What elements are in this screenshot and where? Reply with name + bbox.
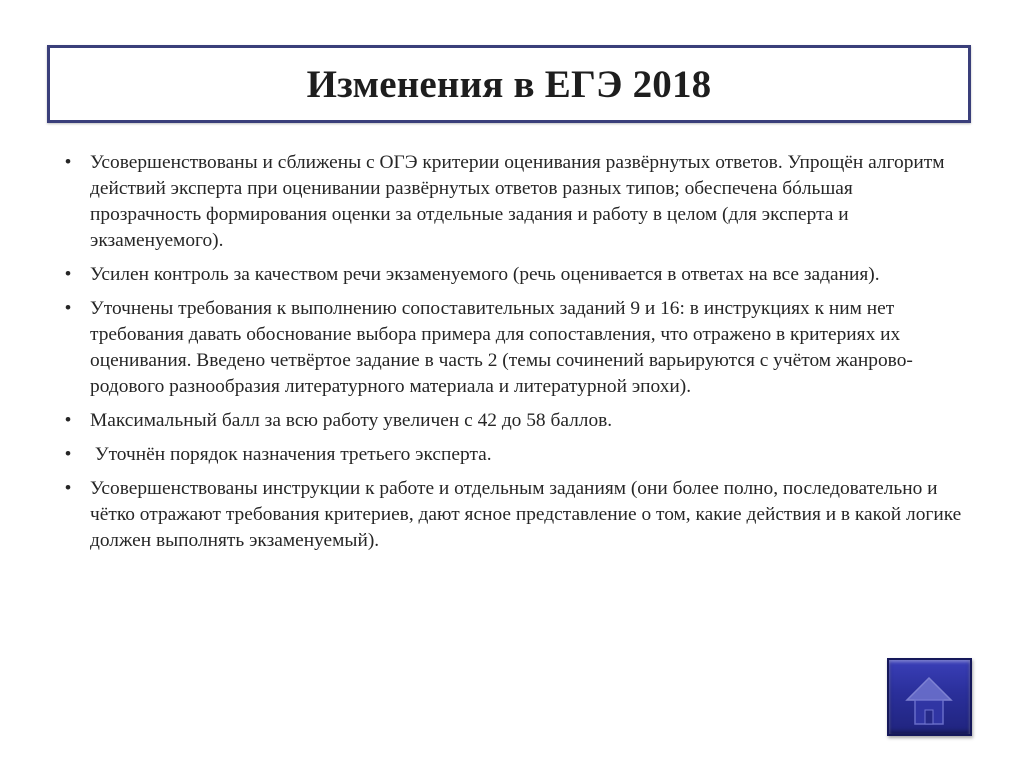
- bullet-marker: •: [64, 152, 72, 173]
- bullet-text: Максимальный балл за всю работу увеличен с 42 до 58 баллов.: [90, 410, 613, 431]
- bullet-marker: •: [64, 298, 72, 319]
- page-title: Изменения в ЕГЭ 2018: [306, 62, 712, 106]
- title-frame: [47, 45, 971, 123]
- bullet-text: Уточнены требования к выполнению сопоставительных заданий 9 и 16: в инструкциях к ним нет требования давать обоснование выбора примера для сопоставления, что отражено в критериях их оценивания. Введено четвёртое задание в часть 2 (темы сочинений варьируются с учётом жанрово-родового разнообразия литературного материала и литературной эпохи).: [90, 298, 913, 397]
- home-icon: [889, 660, 970, 734]
- home-button[interactable]: [887, 658, 972, 736]
- bullet-list: [62, 150, 962, 562]
- bullet-text: Усовершенствованы и сближены с ОГЭ критерии оценивания развёрнутых ответов. Упрощён алгоритм действий эксперта при оценивании развёрнутых ответов разных типов; обеспечена бóльшая прозрачность формирования оценки за отдельные задания и работу в целом (для эксперта и экзаменуемого).: [90, 152, 945, 251]
- bullet-marker: •: [64, 410, 72, 431]
- list-item: [62, 408, 962, 434]
- list-item: [62, 442, 962, 468]
- list-item: [62, 150, 962, 254]
- bullet-marker: •: [64, 264, 72, 285]
- list-item: [62, 296, 962, 400]
- bullet-text: Усовершенствованы инструкции к работе и отдельным заданиям (они более полно, последовательно и чётко отражают требования критериев, дают ясное представление о том, какие действия и в какой логике должен выполнять экзаменуемый).: [90, 478, 962, 551]
- bullet-text: Уточнён порядок назначения третьего эксперта.: [90, 444, 492, 465]
- bullet-text: Усилен контроль за качеством речи экзаменуемого (речь оценивается в ответах на все задания).: [90, 264, 880, 285]
- list-item: [62, 262, 962, 288]
- bullet-marker: •: [64, 444, 72, 465]
- bullet-marker: •: [64, 478, 72, 499]
- list-item: [62, 476, 962, 554]
